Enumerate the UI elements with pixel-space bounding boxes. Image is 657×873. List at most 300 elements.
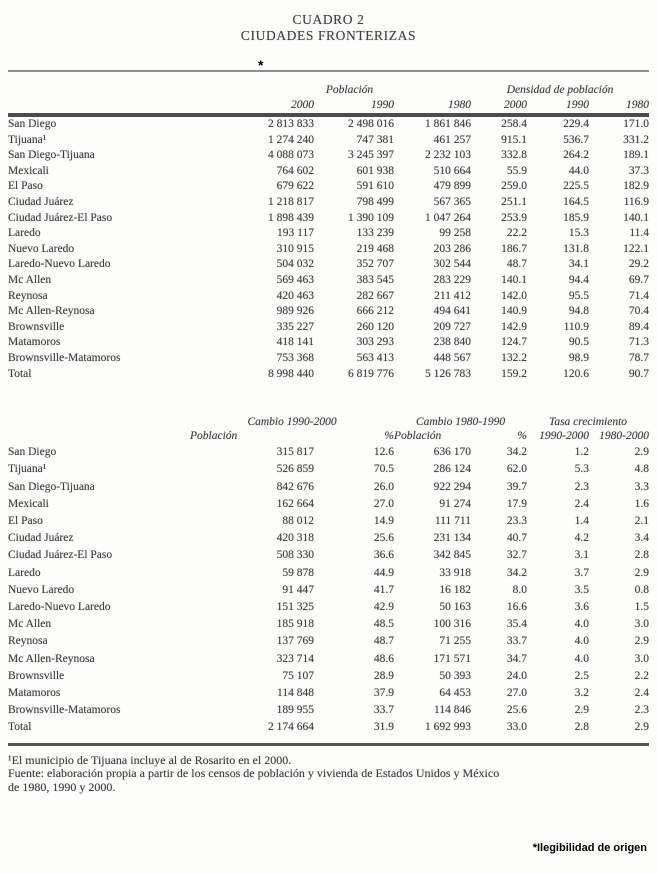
- cell-value: 8.0: [512, 583, 527, 596]
- table-row: [8, 164, 649, 180]
- cell-value: 302 544: [433, 258, 472, 271]
- sub-header-poblacion: Población: [190, 430, 238, 443]
- footnote-tijuana: ¹El municipio de Tijuana incluye al de Rosarito en el 2000.: [8, 752, 292, 767]
- table-title-line1: CUADRO 2: [292, 12, 365, 27]
- cell-value: 171 571: [433, 652, 471, 665]
- cell-value: 64 453: [439, 686, 471, 699]
- cell-value: 323 714: [276, 652, 314, 665]
- cell-value: 33.7: [373, 704, 394, 717]
- row-label: Mc Allen-Reynosa: [8, 652, 95, 665]
- group-header-cambio-1980-1990: Cambio 1980-1990: [415, 416, 506, 429]
- cell-value: 33.7: [506, 635, 527, 648]
- table-row: [8, 242, 649, 258]
- row-label: Ciudad Juárez: [8, 195, 74, 208]
- sub-header-poblacion: Población: [394, 430, 442, 443]
- table-row: [8, 668, 649, 685]
- cell-value: 189 955: [276, 704, 314, 717]
- row-label: Mexicali: [8, 164, 49, 177]
- cell-value: 1 218 817: [268, 195, 314, 208]
- population-density-table-header: [8, 72, 649, 115]
- cell-value: 3.1: [574, 549, 589, 562]
- row-label: El Paso: [8, 514, 43, 527]
- cell-value: 504 032: [276, 258, 314, 271]
- cell-value: 140.1: [501, 273, 528, 286]
- row-label: Tijuana¹: [8, 133, 47, 146]
- cell-value: 2.3: [574, 480, 589, 493]
- change-growth-table: [8, 412, 649, 736]
- cell-value: 50 163: [439, 600, 471, 613]
- cell-value: 251.1: [501, 195, 528, 208]
- top-rule: [8, 57, 649, 73]
- change-growth-table-body: [8, 444, 649, 736]
- cell-value: 1 047 264: [425, 211, 472, 224]
- row-label: Brownsville: [8, 320, 65, 333]
- cell-value: 28.9: [373, 669, 394, 682]
- cell-value: 747 381: [356, 133, 394, 146]
- cell-value: 229.4: [563, 118, 590, 130]
- cell-value: 15.3: [568, 227, 590, 240]
- cell-value: 2.1: [634, 514, 650, 527]
- row-label: Laredo-Nuevo Laredo: [8, 600, 111, 613]
- cell-value: 91 447: [282, 583, 314, 596]
- cell-value: 29.2: [628, 258, 650, 271]
- year-header: 1990: [566, 98, 590, 111]
- row-label: Total: [8, 721, 32, 734]
- cell-value: 23.3: [506, 514, 527, 527]
- table-row: [8, 685, 649, 702]
- cell-value: 3 245 397: [348, 149, 394, 162]
- cell-value: 39.7: [506, 480, 527, 493]
- sub-header-period-1990-2000: 1990-2000: [539, 430, 589, 443]
- cell-value: 259.0: [501, 180, 528, 193]
- cell-value: 189.1: [623, 149, 650, 162]
- cell-value: 182.9: [623, 180, 650, 193]
- change-growth-table-header: [8, 412, 649, 444]
- cell-value: 71.4: [628, 289, 650, 302]
- cell-value: 111 711: [434, 514, 471, 527]
- cell-value: 1 390 109: [348, 211, 394, 224]
- source-note-line1: Fuente: elaboración propia a partir de los censos de población y vivienda de Estados Unidos y México: [8, 766, 500, 781]
- cell-value: 1 898 439: [268, 211, 314, 224]
- cell-value: 282 667: [356, 289, 394, 302]
- cell-value: 2 813 833: [268, 118, 314, 130]
- cell-value: 91 274: [439, 497, 471, 510]
- table-row: [8, 719, 649, 736]
- row-label: Mc Allen: [8, 618, 52, 631]
- cell-value: 133 239: [356, 227, 394, 240]
- row-label: Mc Allen-Reynosa: [8, 305, 95, 318]
- table-row: [8, 351, 649, 367]
- row-label: San Diego: [8, 446, 57, 459]
- cell-value: 37.3: [628, 164, 650, 177]
- cell-value: 3.6: [574, 600, 589, 613]
- table-row: [8, 257, 649, 273]
- cell-value: 11.4: [629, 227, 650, 240]
- cell-value: 798 499: [356, 195, 394, 208]
- row-label: San Diego-Tijuana: [8, 480, 95, 493]
- cell-value: 14.9: [373, 514, 394, 527]
- cell-value: 3.5: [574, 583, 589, 596]
- cell-value: 16.6: [506, 600, 527, 613]
- cell-value: 2.9: [574, 704, 589, 717]
- cell-value: 2 498 016: [348, 118, 394, 130]
- table-row: [8, 304, 649, 320]
- cell-value: 591 610: [356, 180, 394, 193]
- row-label: Matamoros: [8, 336, 61, 349]
- cell-value: 679 622: [276, 180, 314, 193]
- cell-value: 2.8: [634, 549, 650, 562]
- cell-value: 989 926: [276, 305, 314, 318]
- source-note-line2: de 1980, 1990 y 2000.: [8, 779, 116, 794]
- cell-value: 44.0: [568, 164, 590, 177]
- cell-value: 283 229: [433, 273, 472, 286]
- cell-value: 915.1: [501, 133, 528, 146]
- legibility-note: *Ilegibilidad de origen: [532, 842, 647, 854]
- cell-value: 171.0: [623, 118, 650, 130]
- cell-value: 4.0: [574, 618, 589, 631]
- cell-value: 16 182: [439, 583, 471, 596]
- cell-value: 35.4: [506, 618, 527, 631]
- row-label: Brownsville: [8, 669, 65, 682]
- cell-value: 753 368: [276, 351, 314, 364]
- group-header-densidad: Densidad de población: [506, 84, 614, 96]
- population-density-table-body: [8, 115, 649, 382]
- cell-value: 260 120: [356, 320, 394, 333]
- cell-value: 8 998 440: [268, 367, 314, 380]
- table-row: [8, 479, 649, 496]
- cell-value: 508 330: [276, 549, 314, 562]
- cell-value: 100 316: [433, 618, 471, 631]
- cell-value: 4 088 073: [268, 149, 314, 162]
- cell-value: 335 227: [276, 320, 314, 333]
- table-row: [8, 148, 649, 164]
- cell-value: 27.0: [506, 686, 527, 699]
- row-label: El Paso: [8, 180, 43, 193]
- cell-value: 25.6: [506, 704, 527, 717]
- table-row: [8, 273, 649, 289]
- cell-value: 2.4: [634, 686, 650, 699]
- cell-value: 159.2: [501, 367, 528, 380]
- cell-value: 116.9: [623, 195, 650, 208]
- cell-value: 203 286: [433, 242, 472, 255]
- cell-value: 142.9: [501, 320, 528, 333]
- cell-value: 5.3: [574, 463, 589, 476]
- row-label: Laredo-Nuevo Laredo: [8, 258, 111, 271]
- cell-value: 1.4: [574, 514, 589, 527]
- cell-value: 41.7: [373, 583, 394, 596]
- header-spacer: [8, 428, 190, 444]
- cell-value: 526 859: [276, 463, 314, 476]
- cell-value: 40.7: [506, 532, 527, 545]
- population-density-table: [8, 72, 649, 382]
- table-row: [8, 444, 649, 461]
- cell-value: 90.5: [568, 336, 590, 349]
- table-row: [8, 496, 649, 513]
- cell-value: 563 413: [356, 351, 394, 364]
- cell-value: 2.8: [574, 721, 589, 734]
- cell-value: 124.7: [501, 336, 528, 349]
- cell-value: 352 707: [356, 258, 394, 271]
- cell-value: 225.5: [563, 180, 590, 193]
- row-label: Nuevo Laredo: [8, 583, 75, 596]
- cell-value: 95.5: [568, 289, 590, 302]
- cell-value: 2.4: [574, 497, 589, 510]
- cell-value: 3.0: [634, 618, 650, 631]
- table-row: [8, 133, 649, 149]
- cell-value: 151 325: [276, 600, 314, 613]
- cell-value: 461 257: [433, 133, 472, 146]
- cell-value: 420 318: [276, 532, 314, 545]
- table-row: [8, 335, 649, 351]
- row-label: San Diego-Tijuana: [8, 149, 95, 162]
- row-label: Ciudad Juárez-El Paso: [8, 211, 113, 224]
- cell-value: 601 938: [356, 164, 394, 177]
- cell-value: 6 819 776: [348, 367, 394, 380]
- cell-value: 1 274 240: [268, 133, 314, 146]
- cell-value: 2 174 664: [268, 721, 314, 734]
- cell-value: 114 848: [277, 686, 314, 699]
- row-label: Mc Allen: [8, 273, 52, 286]
- cell-value: 479 899: [433, 180, 472, 193]
- cell-value: 131.8: [563, 242, 590, 255]
- cell-value: 34.1: [568, 258, 590, 271]
- table-row: [8, 633, 649, 650]
- cell-value: 98.9: [568, 351, 590, 364]
- cell-value: 44.9: [373, 566, 394, 579]
- year-header: 1990: [371, 98, 394, 111]
- cell-value: 75 107: [282, 669, 314, 682]
- cell-value: 31.9: [373, 721, 394, 734]
- table-row: [8, 702, 649, 719]
- cell-value: 0.8: [634, 583, 650, 596]
- group-header-poblacion: Población: [325, 84, 374, 96]
- cell-value: 24.0: [506, 669, 527, 682]
- footnotes: [8, 754, 649, 795]
- cell-value: 26.0: [373, 480, 394, 493]
- row-label: Nuevo Laredo: [8, 242, 75, 255]
- cell-value: 494 641: [433, 305, 472, 318]
- year-header: 2000: [504, 98, 528, 111]
- cell-value: 36.6: [373, 549, 394, 562]
- cell-value: 140.9: [501, 305, 528, 318]
- cell-value: 34.2: [506, 566, 527, 579]
- cell-value: 42.9: [373, 600, 394, 613]
- cell-value: 114 846: [434, 704, 471, 717]
- cell-value: 1.5: [634, 600, 650, 613]
- asterisk-marker: *: [258, 57, 264, 73]
- cell-value: 33.0: [506, 721, 527, 734]
- cell-value: 90.7: [628, 367, 650, 380]
- sub-header-period-1980-2000: 1980-2000: [599, 430, 650, 443]
- cell-value: 78.7: [628, 351, 650, 364]
- cell-value: 4.0: [574, 652, 589, 665]
- cell-value: 418 141: [276, 336, 314, 349]
- sub-header-percent: %: [517, 430, 527, 443]
- cell-value: 448 567: [433, 351, 472, 364]
- year-header: 1980: [448, 98, 472, 111]
- header-spacer: [8, 412, 190, 428]
- cell-value: 3.7: [574, 566, 589, 579]
- cell-value: 258.4: [501, 118, 528, 130]
- row-label: Total: [8, 367, 32, 380]
- cell-value: 1 692 993: [425, 721, 471, 734]
- cell-value: 331.2: [623, 133, 650, 146]
- cell-value: 3.4: [634, 532, 650, 545]
- table-row: [8, 115, 649, 133]
- cell-value: 37.9: [373, 686, 394, 699]
- cell-value: 4.8: [634, 463, 650, 476]
- row-label: Laredo: [8, 566, 41, 579]
- cell-value: 253.9: [501, 211, 528, 224]
- cell-value: 842 676: [276, 480, 314, 493]
- table-row: [8, 320, 649, 336]
- cell-value: 5 126 783: [425, 367, 472, 380]
- table-title: [8, 12, 649, 44]
- cell-value: 4.2: [574, 532, 589, 545]
- sub-header-percent: %: [384, 430, 394, 443]
- table-row: [8, 530, 649, 547]
- cell-value: 99 258: [439, 227, 472, 240]
- cell-value: 25.6: [373, 532, 394, 545]
- table-row: [8, 599, 649, 616]
- table-row: [8, 582, 649, 599]
- row-label: Reynosa: [8, 635, 48, 648]
- table-row: [8, 289, 649, 305]
- group-header-cambio-1990-2000: Cambio 1990-2000: [247, 416, 337, 429]
- cell-value: 2 232 103: [425, 149, 472, 162]
- cell-value: 2.9: [634, 566, 650, 579]
- cell-value: 186.7: [501, 242, 528, 255]
- table-row: [8, 179, 649, 195]
- row-label: Brownsville-Matamoros: [8, 351, 121, 364]
- cell-value: 164.5: [563, 195, 590, 208]
- cell-value: 32.7: [506, 549, 527, 562]
- cell-value: 383 545: [356, 273, 394, 286]
- cell-value: 219 468: [356, 242, 394, 255]
- cell-value: 1 861 846: [425, 118, 472, 130]
- table-title-line2: CIUDADES FRONTERIZAS: [240, 28, 417, 43]
- cell-value: 94.8: [568, 305, 590, 318]
- cell-value: 569 463: [276, 273, 314, 286]
- row-label: Ciudad Juárez: [8, 532, 74, 545]
- cell-value: 142.0: [501, 289, 528, 302]
- cell-value: 48.5: [373, 618, 394, 631]
- header-spacer: [8, 96, 228, 115]
- cell-value: 62.0: [506, 463, 527, 476]
- cell-value: 3.0: [634, 652, 650, 665]
- cell-value: 4.0: [574, 635, 589, 648]
- cell-value: 59 878: [282, 566, 314, 579]
- cell-value: 48.7: [373, 635, 394, 648]
- cell-value: 50 393: [439, 669, 471, 682]
- cell-value: 193 117: [277, 227, 314, 240]
- row-label: Matamoros: [8, 686, 61, 699]
- cell-value: 332.8: [501, 149, 528, 162]
- cell-value: 12.6: [373, 446, 394, 459]
- cell-value: 3.3: [634, 480, 650, 493]
- cell-value: 342 845: [433, 549, 471, 562]
- cell-value: 310 915: [276, 242, 314, 255]
- cell-value: 162 664: [276, 497, 314, 510]
- cell-value: 48.7: [506, 258, 528, 271]
- table-row: [8, 513, 649, 530]
- cell-value: 22.2: [506, 227, 528, 240]
- table-row: [8, 461, 649, 478]
- cell-value: 89.4: [628, 320, 650, 333]
- cell-value: 27.0: [373, 497, 394, 510]
- cell-value: 666 212: [356, 305, 394, 318]
- cell-value: 94.4: [568, 273, 590, 286]
- table-row: [8, 211, 649, 227]
- row-label: San Diego: [8, 118, 57, 130]
- cell-value: 211 412: [434, 289, 472, 302]
- bottom-rule: [8, 743, 649, 746]
- cell-value: 3.2: [574, 686, 589, 699]
- cell-value: 137 769: [276, 635, 314, 648]
- cell-value: 636 170: [433, 446, 471, 459]
- cell-value: 34.7: [506, 652, 527, 665]
- row-label: Reynosa: [8, 289, 48, 302]
- cell-value: 185 918: [276, 618, 314, 631]
- cell-value: 71 255: [439, 635, 471, 648]
- cell-value: 1.6: [634, 497, 650, 510]
- cell-value: 764 602: [276, 164, 314, 177]
- cell-value: 238 840: [433, 336, 472, 349]
- cell-value: 33 918: [439, 566, 471, 579]
- row-label: Mexicali: [8, 497, 49, 510]
- row-label: Tijuana¹: [8, 463, 47, 476]
- cell-value: 71.3: [628, 336, 650, 349]
- table-row: [8, 367, 649, 383]
- cell-value: 1.2: [574, 446, 589, 459]
- cell-value: 286 124: [433, 463, 471, 476]
- table-row: [8, 547, 649, 564]
- cell-value: 2.2: [634, 669, 650, 682]
- cell-value: 17.9: [506, 497, 527, 510]
- year-header: 1980: [626, 98, 650, 111]
- table-row: [8, 195, 649, 211]
- cell-value: 70.5: [373, 463, 394, 476]
- group-header-tasa-crecimiento: Tasa crecimiento: [548, 416, 628, 429]
- cell-value: 185.9: [563, 211, 590, 224]
- cell-value: 315 817: [276, 446, 314, 459]
- cell-value: 2.3: [634, 704, 650, 717]
- cell-value: 2.9: [634, 446, 650, 459]
- cell-value: 2.9: [634, 721, 650, 734]
- cell-value: 303 293: [356, 336, 394, 349]
- cell-value: 209 727: [433, 320, 472, 333]
- row-label: Ciudad Juárez-El Paso: [8, 549, 113, 562]
- cell-value: 110.9: [563, 320, 590, 333]
- table-row: [8, 565, 649, 582]
- cell-value: 922 294: [433, 480, 471, 493]
- table-row: [8, 616, 649, 633]
- row-label: Brownsville-Matamoros: [8, 704, 121, 717]
- cell-value: 70.4: [628, 305, 650, 318]
- cell-value: 132.2: [501, 351, 528, 364]
- cell-value: 69.7: [628, 273, 650, 286]
- cell-value: 88 012: [282, 514, 314, 527]
- header-spacer: [8, 72, 228, 96]
- cell-value: 120.6: [563, 367, 590, 380]
- cell-value: 2.9: [634, 635, 650, 648]
- year-header: 2000: [291, 98, 314, 111]
- cell-value: 231 134: [433, 532, 471, 545]
- cell-value: 420 463: [276, 289, 314, 302]
- table-row: [8, 651, 649, 668]
- row-label: Laredo: [8, 227, 41, 240]
- cell-value: 140.1: [623, 211, 650, 224]
